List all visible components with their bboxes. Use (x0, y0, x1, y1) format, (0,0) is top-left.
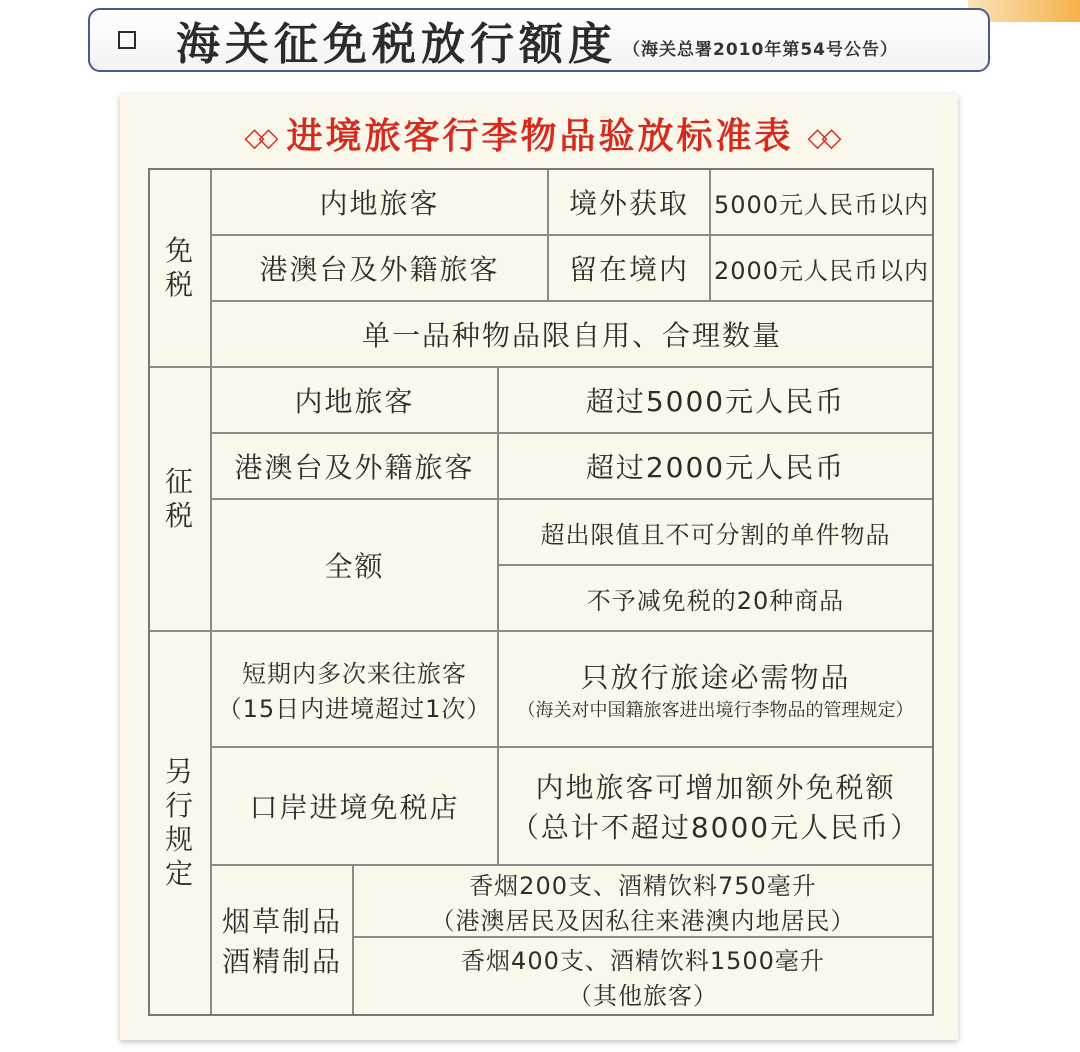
traveler-mainland-tax: 内地旅客 (212, 368, 499, 434)
tobacco-rule-others-line1: 香烟400支、酒精饮料1500毫升 (461, 947, 825, 975)
frequent-traveler-rule-line1: 只放行旅途必需物品 (580, 661, 851, 694)
duty-free-note: 单一品种物品限自用、合理数量 (212, 302, 932, 368)
frequent-traveler-rule (499, 632, 932, 748)
port-duty-free-rule-line1: 内地旅客可增加额外免税额 (535, 771, 896, 804)
diamond-ornament-icon: ◇◇ (244, 123, 273, 153)
rule-mainland-tax: 超过5000元人民币 (499, 368, 932, 434)
frequent-traveler-label-line1: 短期内多次来往旅客 (242, 660, 467, 688)
full-amount-label: 全额 (212, 500, 499, 632)
rule-foreign-tax: 超过2000元人民币 (499, 434, 932, 500)
tobacco-rule-others-line2: （其他旅客） (568, 982, 718, 1010)
title-bar (88, 8, 990, 72)
tobacco-alcohol-label (212, 866, 354, 1014)
allowance-table (148, 168, 934, 1016)
alcohol-label: 酒精制品 (221, 945, 342, 978)
condition-abroad: 境外获取 (549, 170, 711, 236)
tobacco-rule-hk-macau-line1: 香烟200支、酒精饮料750毫升 (469, 872, 817, 900)
tobacco-label: 烟草制品 (221, 905, 342, 938)
full-amount-item-1: 超出限值且不可分割的单件物品 (499, 500, 932, 566)
traveler-foreign-tax: 港澳台及外籍旅客 (212, 434, 499, 500)
limit-foreign: 2000元人民币以内 (711, 236, 932, 302)
traveler-mainland: 内地旅客 (212, 170, 549, 236)
frequent-traveler-label (212, 632, 499, 748)
limit-mainland: 5000元人民币以内 (711, 170, 932, 236)
port-duty-free-label: 口岸进境免税店 (212, 748, 499, 866)
category-duty-free: 免 税 (150, 170, 212, 368)
checkbox-icon (118, 31, 136, 49)
tobacco-rule-others (354, 938, 932, 1014)
table-heading-text: 进境旅客行李物品验放标准表 (286, 116, 794, 157)
category-taxable: 征 税 (150, 368, 212, 632)
tobacco-rule-hk-macau-line2: （港澳居民及因私往来港澳内地居民） (430, 907, 856, 935)
tobacco-rule-hk-macau (354, 866, 932, 938)
diamond-ornament-icon: ◇◇ (807, 123, 836, 153)
frequent-traveler-label-line2: （15日内进境超过1次） (217, 695, 492, 723)
traveler-hk-macau-tw-foreign: 港澳台及外籍旅客 (212, 236, 549, 302)
title-source: （海关总署2010年第54号公告） (623, 39, 898, 60)
page-title: 海关征免税放行额度 (176, 19, 617, 70)
full-amount-item-2: 不予减免税的20种商品 (499, 566, 932, 632)
port-duty-free-rule-line2: （总计不超过8000元人民币） (510, 811, 921, 844)
table-heading (0, 112, 1080, 162)
port-duty-free-rule (499, 748, 932, 866)
frequent-traveler-rule-line2: （海关对中国籍旅客进出境行李物品的管理规定） (517, 700, 914, 721)
category-special: 另 行 规 定 (150, 632, 212, 1014)
condition-stay: 留在境内 (549, 236, 711, 302)
